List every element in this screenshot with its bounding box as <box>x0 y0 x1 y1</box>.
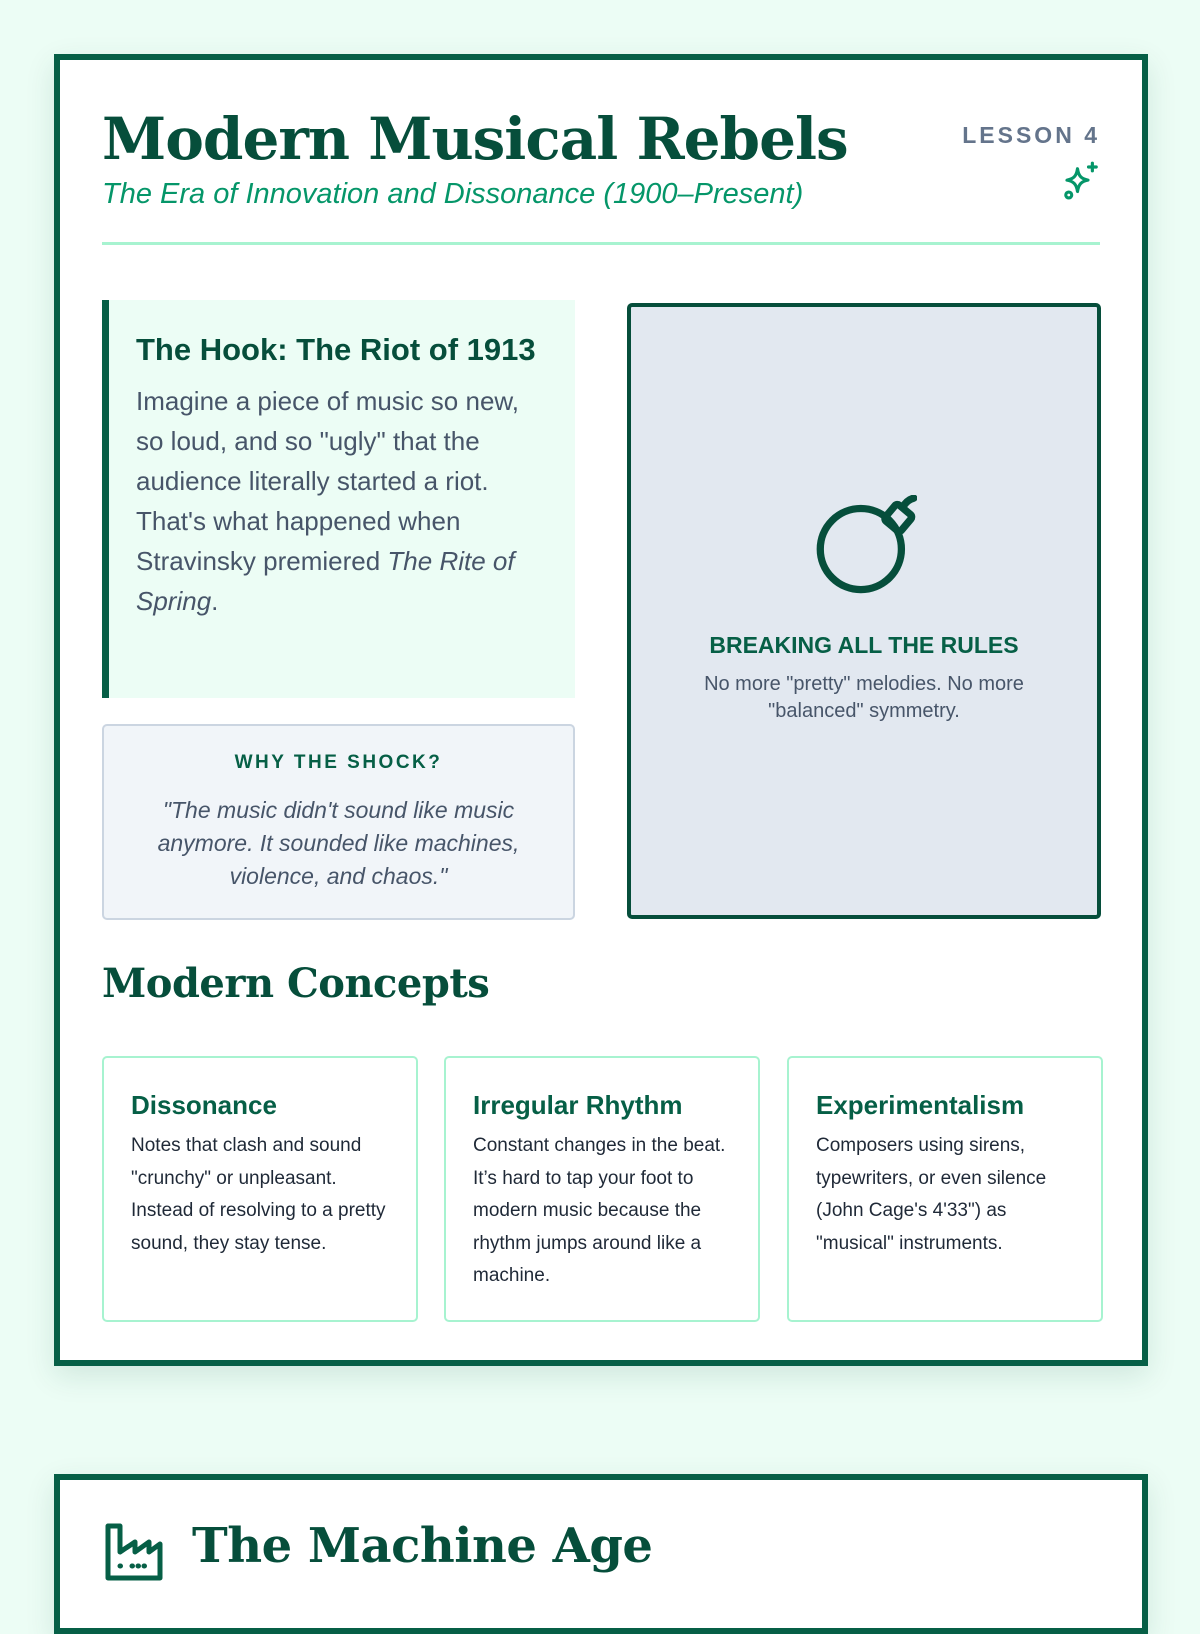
concept-title: Dissonance <box>131 1090 277 1120</box>
hook-title: The Hook: The Riot of 1913 <box>136 332 536 367</box>
bomb-icon <box>813 495 917 599</box>
panel-title: BREAKING ALL THE RULES <box>709 632 1019 658</box>
header-divider <box>102 242 1100 245</box>
hook-callout <box>102 300 575 698</box>
concept-card <box>102 1056 418 1322</box>
page-title: Modern Musical Rebels <box>102 105 848 173</box>
machine-age-card <box>54 1474 1148 1634</box>
why-box <box>102 724 575 920</box>
concept-title: Irregular Rhythm <box>473 1090 683 1120</box>
sparkles-icon <box>1060 160 1102 202</box>
section-title: Modern Concepts <box>102 960 490 1007</box>
lesson-badge: LESSON 4 <box>962 122 1100 148</box>
hook-work-title: The Rite of Spring <box>136 546 515 616</box>
panel-text: No more "pretty" melodies. No more "balanced" symmetry. <box>704 673 1024 722</box>
concept-card <box>787 1056 1103 1322</box>
machine-age-title: The Machine Age <box>192 1518 653 1574</box>
concept-text: Composers using sirens, typewriters, or even silence (John Cage's 4'33") as "musical" instruments. <box>816 1135 1047 1254</box>
concept-text: Notes that clash and sound "crunchy" or unpleasant. Instead of resolving to a pretty sound, they stay tense. <box>131 1135 386 1254</box>
concept-card <box>444 1056 760 1322</box>
why-label: WHY THE SHOCK? <box>234 752 443 773</box>
factory-icon <box>102 1520 166 1584</box>
concept-title: Experimentalism <box>816 1090 1025 1120</box>
hook-end: . <box>211 586 219 616</box>
why-quote: "The music didn't sound like music anymore. It sounded like machines, violence, and chaos." <box>157 797 520 889</box>
concept-text: Constant changes in the beat. It’s hard to tap your foot to modern music because the rhythm jumps around like a machine. <box>473 1135 726 1286</box>
page-subtitle: The Era of Innovation and Dissonance (1900–Present) <box>102 178 804 210</box>
rules-panel <box>627 303 1101 919</box>
hook-text <box>136 381 545 621</box>
hook-body: Imagine a piece of music so new, so loud, and so "ugly" that the audience literally started a riot. That's what happened when Stravinsky premiered <box>136 386 519 576</box>
lesson-card <box>54 54 1148 1366</box>
